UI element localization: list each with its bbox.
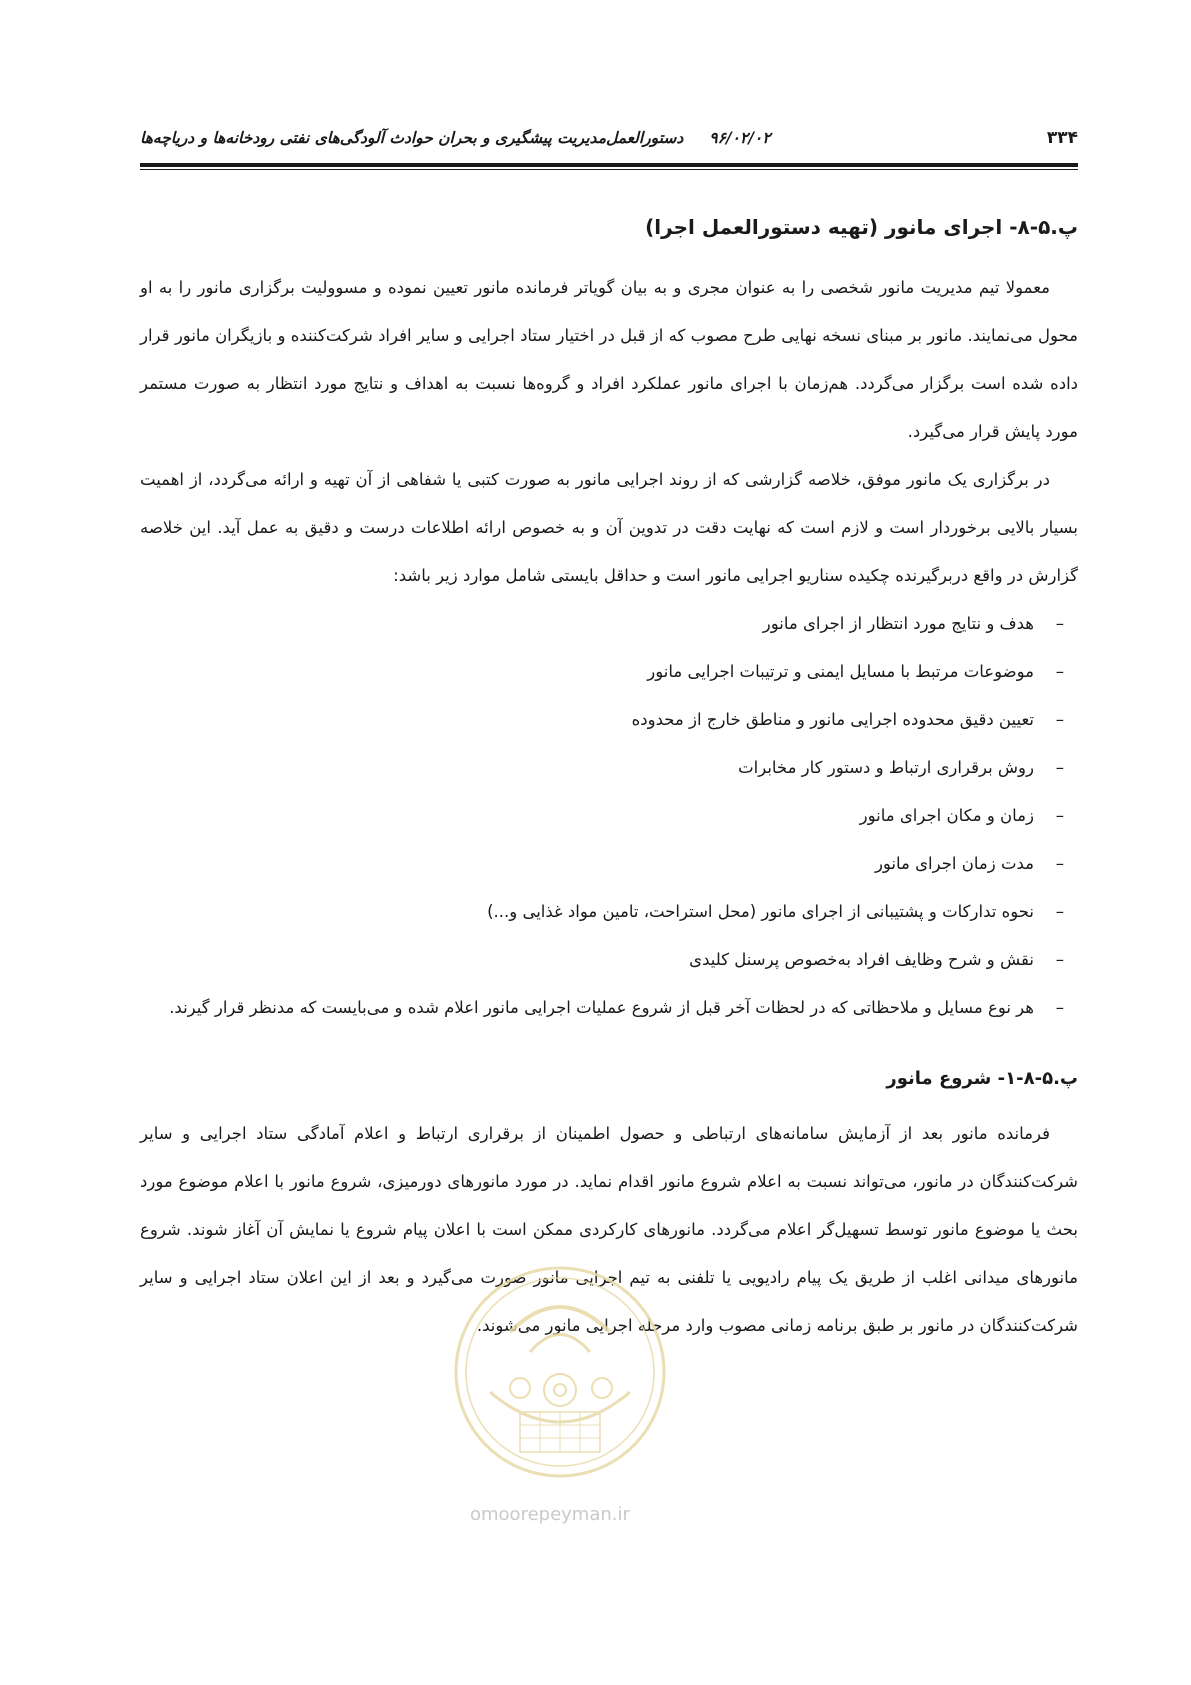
bullet-dash: –: [1055, 758, 1064, 777]
bullet-dash: –: [1055, 614, 1064, 633]
header-rule-thin: [140, 169, 1078, 170]
running-title: [140, 128, 771, 147]
header-title: دستورالعمل‌مدیریت پیشگیری و بحران حوادث آلودگی‌های نفتی رودخانه‌ها و دریاچه‌ها: [140, 128, 684, 147]
watermark-seal-icon: [450, 1262, 670, 1482]
bullet-dash: –: [1055, 710, 1064, 729]
requirements-list: [140, 600, 1078, 1032]
page-number: ۳۳۴: [1046, 128, 1078, 148]
header-date: ۹۶/۰۲/۰۲: [709, 128, 771, 147]
list-item: – نقش و شرح وظایف افراد به‌خصوص پرسنل کلیدی: [140, 936, 1078, 984]
paragraph-3: فرمانده مانور بعد از آزمایش سامانه‌های ارتباطی و حصول اطمینان از برقراری ارتباط و اعلام آمادگی ستاد اجرایی و سایر شرکت‌کنندگان در مانور، می‌تواند نسبت به اعلام شروع مانور اقدام نماید. در مورد مانورهای دورمیزی، شروع مانور با اعلام موضوع مورد بحث یا موضوع مانور توسط تسهیل‌گر اعلام می‌گردد. مانورهای کارکردی ممکن است با اعلان پیام شروع یا نمایش آن آغاز شوند. شروع مانورهای میدانی اغلب از طریق یک پیام رادیویی یا تلفنی به تیم اجرایی مانور صورت می‌گیرد و بعد از این اعلان ستاد اجرایی و سایر شرکت‌کنندگان در مانور بر طبق برنامه زمانی مصوب وارد مرحله اجرایی مانور می‌شوند.: [140, 1124, 1078, 1335]
list-item: – مدت زمان اجرای مانور: [140, 840, 1078, 888]
running-header: [140, 124, 1078, 154]
bullet-dash: –: [1055, 854, 1064, 873]
bullet-dash: –: [1055, 998, 1064, 1017]
watermark-url: omoorepeyman.ir: [470, 1504, 630, 1525]
header-rule-thick: [140, 163, 1078, 167]
paragraph-2: در برگزاری یک مانور موفق، خلاصه گزارشی که از روند اجرایی مانور به صورت کتبی یا شفاهی از آن تهیه و ارائه می‌گردد، از اهمیت بسیار بالایی برخوردار است و لازم است که نهایت دقت در تدوین آن و به خصوص ارائه اطلاعات درست و دقیق به عمل آید. این خلاصه گزارش در واقع دربرگیرنده چکیده سناریو اجرایی مانور است و حداقل بایستی شامل موارد زیر باشد:: [140, 470, 1078, 585]
list-item: – روش برقراری ارتباط و دستور کار مخابرات: [140, 744, 1078, 792]
section-heading: پ.۵-۸- اجرای مانور (تهیه دستورالعمل اجرا): [645, 215, 1078, 239]
list-item: – هدف و نتایج مورد انتظار از اجرای مانور: [140, 600, 1078, 648]
list-item: – هر نوع مسایل و ملاحظاتی که در لحظات آخر قبل از شروع عملیات اجرایی مانور اعلام شده و می‌بایست که مدنظر قرار گیرند.: [140, 984, 1078, 1032]
list-item: – تعیین دقیق محدوده اجرایی مانور و مناطق خارج از محدوده: [140, 696, 1078, 744]
subsection-heading: پ.۵-۸-۱- شروع مانور: [886, 1068, 1078, 1089]
main-content: [140, 212, 1078, 1350]
list-item: – زمان و مکان اجرای مانور: [140, 792, 1078, 840]
bullet-dash: –: [1055, 902, 1064, 921]
bullet-dash: –: [1055, 950, 1064, 969]
bullet-dash: –: [1055, 806, 1064, 825]
paragraph-1: معمولا تیم مدیریت مانور شخصی را به عنوان مجری و به بیان گویاتر فرمانده مانور تعیین نموده و مسوولیت برگزاری مانور را به او محول می‌نمایند. مانور بر مبنای نسخه نهایی طرح مصوب که از قبل در اختیار ستاد اجرایی و سایر افراد شرکت‌کننده و بازیگران مانور قرار داده شده است برگزار می‌گردد. هم‌زمان با اجرای مانور عملکرد افراد و گروه‌ها نسبت به اهداف و نتایج مورد انتظار به صورت مستمر مورد پایش قرار می‌گیرد.: [140, 278, 1078, 441]
bullet-dash: –: [1055, 662, 1064, 681]
list-item: – نحوه تدارکات و پشتیبانی از اجرای مانور (محل استراحت، تامین مواد غذایی و...): [140, 888, 1078, 936]
list-item: – موضوعات مرتبط با مسایل ایمنی و ترتیبات اجرایی مانور: [140, 648, 1078, 696]
